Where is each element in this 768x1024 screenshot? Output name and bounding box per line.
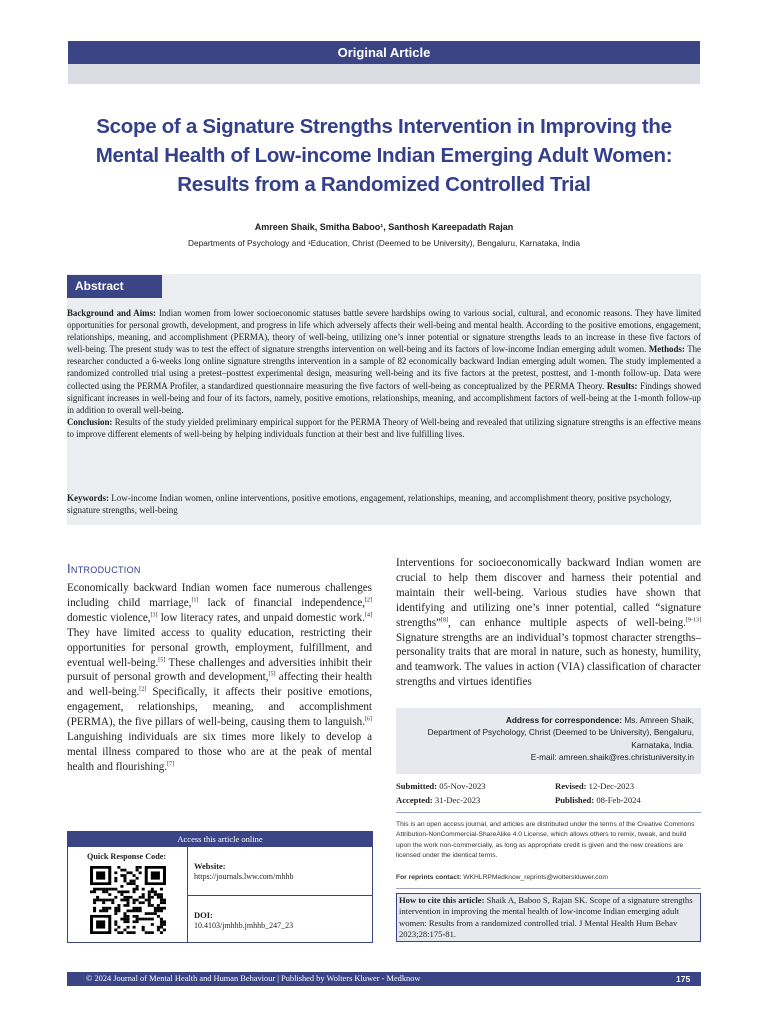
reprints-label: For reprints contact: [396, 874, 462, 881]
page-number: 175 [676, 974, 691, 984]
correspondence-email[interactable]: E-mail: amreen.shaik@res.christuniversity.in [530, 751, 694, 762]
published-label: Published: [555, 795, 595, 805]
body-text: lack of financial independence, [198, 596, 366, 609]
how-to-cite-label: How to cite this article: [399, 895, 485, 905]
introduction-column-2 [396, 556, 701, 690]
accepted-label: Accepted: [396, 795, 433, 805]
keywords [67, 492, 701, 516]
citation-ref[interactable]: [9-13] [686, 616, 701, 623]
abstract-results-label: Results: [606, 380, 638, 391]
correspondence-line1: Department of Psychology, Christ (Deemed to be University), Bengaluru, [427, 727, 694, 738]
header-gray-strip [68, 64, 700, 84]
citation-ref[interactable]: [2] [139, 686, 147, 693]
keywords-label: Keywords: [67, 493, 109, 503]
body-text: low literacy rates, and unpaid domestic work. [157, 611, 365, 624]
citation-ref[interactable]: [5] [158, 656, 166, 663]
abstract-results-text: Findings showed significant increases in well-being and four of its factors, namely, positive emotions, relationships, meaning, and accomplishment factors of well-being at the 1-month follow-up in addition to overall well-being. [67, 380, 702, 415]
body-text: These challenges and adversities inhibit their pursuit of personal growth and development, [67, 656, 372, 684]
body-text: , can enhance multiple aspects of well-being. [447, 616, 686, 629]
citation-ref[interactable]: [3] [150, 612, 158, 619]
citation-ref[interactable]: [8] [440, 616, 448, 623]
abstract-conclusion-text: Results of the study yielded preliminary empirical support for the PERMA Theory of Well-being and revealed that utilizing signature strengths is an effective means to improve different elements of well-being by helping individuals function at their best and live fulfilling lives. [67, 416, 701, 439]
access-online-title: Access this article online [67, 831, 373, 847]
divider [396, 888, 701, 889]
correspondence-text [400, 714, 694, 763]
body-text: affecting their health and well-being. [67, 671, 372, 699]
accepted-date [396, 795, 480, 805]
citation-ref[interactable]: [6] [365, 716, 372, 723]
license-notice: This is an open access journal, and articles are distributed under the terms of the Creative Commons Attribution-NonCommercial-ShareAlike 4.0 License, which allows others to remix, tweak, and build upon the work non-commercially, as long as appropriate credit is given and the new creations are licensed under the identical terms. [396, 821, 695, 860]
abstract-methods-text: The researcher conducted a 6-weeks long online signature strengths intervention in a sample of 82 economically backward Indian emerging adult women. The study implemented a randomized controlled trial using a pretest–posttest experimental design, measuring well-being and its five factors at the pretest, posttest, and 1-month follow-up. Data were collected using the PERMA Profiler, a standardized questionnaire measuring the five factors of well-being as conceptualized by the PERMA Theory. [67, 344, 701, 391]
correspondence-label: Address for correspondence: [505, 715, 623, 725]
body-text: Interventions for socioeconomically backward Indian women are crucial to help them discover and harness their potential and maintain their well-being. Various studies have shown that identifying and utilizing one’s inner potential, called “signature strengths” [396, 557, 701, 629]
reprints-email[interactable]: WKHLRPMedknow_reprints@wolterskluwer.com [461, 874, 608, 881]
citation-ref[interactable]: [2] [365, 597, 373, 604]
body-text: Languishing individuals are six times more likely to develop a mental illness compared to those who are at the peak of mental health and flourishing. [67, 731, 372, 773]
doi-label: DOI: [194, 910, 213, 920]
body-text: domestic violence, [67, 611, 151, 624]
reprints-contact [396, 874, 608, 881]
introduction-column-1 [67, 581, 372, 775]
body-text: Signature strengths are an individual’s topmost character strengths–personality traits that are moral in nature, such as honesty, humility, and teamwork. The values in action (VIA) classification of character strengths and virtues identifies [396, 631, 701, 689]
submitted-date [396, 781, 486, 791]
body-text: They have limited access to quality education, restricting their opportunities for personal growth, employment, fulfillment, and eventual well-being. [67, 626, 372, 669]
citation-ref[interactable]: [5] [268, 671, 276, 678]
introduction-heading: Introduction [67, 561, 141, 576]
correspondence-name: Ms. Amreen Shaik, [622, 715, 694, 725]
doi-link[interactable]: 10.4103/jmhhb.jmhhb_247_23 [194, 921, 294, 930]
article-type-banner [68, 41, 700, 64]
qr-code-label: Quick Response Code: [87, 852, 167, 861]
footer-copyright: © 2024 Journal of Mental Health and Human Behaviour | Published by Wolters Kluwer - Medknow [86, 974, 421, 983]
website-link[interactable]: https://journals.lww.com/mhhb [194, 872, 294, 881]
qr-code-image[interactable] [90, 866, 166, 934]
abstract-conclusion-label: Conclusion: [67, 416, 113, 427]
divider [396, 812, 701, 813]
citation-ref[interactable]: [7] [167, 761, 175, 768]
submitted-value: 05-Nov-2023 [437, 781, 486, 791]
citation: Shaik A, Baboo S, Rajan SK. Scope of a signature strengths intervention in improving the mental health of low-income Indian emerging adult women: Results from a randomized controlled trial. J Mental Health Hum Behav 2023;28:175-81. [399, 895, 693, 939]
published-value: 08-Feb-2024 [594, 795, 641, 805]
access-divider-horizontal [187, 895, 373, 896]
citation-ref[interactable]: [1] [191, 597, 199, 604]
affiliation: Departments of Psychology and ¹Education, Christ (Deemed to be University), Bengaluru, Karnataka, India [188, 238, 580, 248]
abstract-heading: Abstract [67, 275, 162, 298]
body-text: Economically backward Indian women face numerous challenges including child marriage, [67, 582, 372, 609]
abstract-body [67, 307, 701, 440]
revised-value: 12-Dec-2023 [586, 781, 635, 791]
revised-date [555, 781, 634, 791]
body-text: Specifically, it affects their positive emotions, engagement, relationships, meaning, and accomplishment (PERMA), the five pillars of well-being, causing them to languish. [67, 686, 372, 729]
abstract-background-label: Background and Aims: [67, 308, 156, 318]
correspondence-line2: Karnataka, India. [631, 739, 694, 750]
abstract-methods-label: Methods: [648, 344, 685, 355]
submitted-label: Submitted: [396, 781, 438, 791]
accepted-value: 31-Dec-2023 [432, 795, 481, 805]
author-list: Amreen Shaik, Smitha Baboo¹, Santhosh Kareepadath Rajan [254, 222, 514, 232]
article-title: Scope of a Signature Strengths Intervention in Improving the Mental Health of Low-income Indian Emerging Adult Women: Results from a Randomized Controlled Trial [95, 115, 673, 196]
website-label: Website: [194, 861, 226, 871]
how-to-cite-text [399, 895, 697, 940]
revised-label: Revised: [555, 781, 587, 791]
abstract-background-text: Indian women from lower socioeconomic statuses battle severe hardships owing to various social, cultural, and economic reasons. They have limited opportunities for personal growth, development, and progress in life which adversely affects their well-being and mental health. According to the positive emotions, engagement, relationships, meaning, and accomplishment (PERMA), theory of well-being, utilizing one’s inner potential or signature strengths leads to an increase in these five factors of well-being. The present study was to test the effect of signature strengths intervention on well-being and its factors of low-income Indian emerging adult women. [67, 308, 701, 355]
keywords-text: Low-income Indian women, online interventions, positive emotions, engagement, relationships, meaning, and accomplishment theory, positive psychology, signature strengths, well-being [67, 493, 672, 516]
published-date [555, 795, 641, 805]
citation-ref[interactable]: [4] [364, 612, 372, 619]
article-type-label: Original Article [337, 45, 431, 60]
